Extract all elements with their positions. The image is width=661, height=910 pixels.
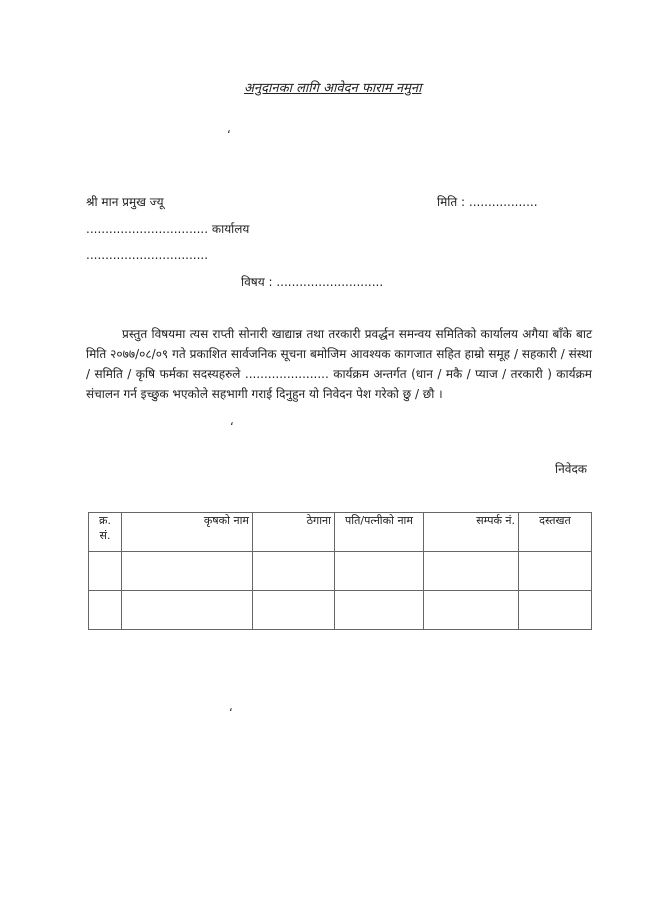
table-header-row [89, 513, 592, 552]
office-line: ................................ कार्यालय [86, 222, 250, 236]
table-cell[interactable] [89, 552, 122, 591]
table-cell[interactable] [122, 552, 253, 591]
table-cell[interactable] [519, 591, 592, 630]
header-contact: सम्पर्क नं. [424, 513, 519, 552]
stray-mark: ‘ [230, 420, 234, 434]
stray-mark: ‘ [229, 706, 233, 720]
applicant-label: निवेदक [555, 462, 588, 476]
table-cell[interactable] [253, 591, 335, 630]
table-cell[interactable] [253, 552, 335, 591]
header-serial: क्र. सं. [89, 513, 122, 552]
addressee-line: श्री मान प्रमुख ज्यू [86, 195, 164, 209]
header-address: ठेगाना [253, 513, 335, 552]
subject-line: विषय : ............................ [241, 275, 384, 289]
table-row [89, 552, 592, 591]
date-line: मिति : .................. [437, 195, 538, 209]
table-row [89, 591, 592, 630]
stray-mark: ‘ [227, 128, 231, 142]
header-signature: दस्तखत [519, 513, 592, 552]
address-line: ................................ [86, 248, 209, 262]
table-cell[interactable] [424, 591, 519, 630]
form-title: अनुदानका लागि आवेदन फाराम नमुना [244, 81, 422, 96]
table-cell[interactable] [424, 552, 519, 591]
table-cell[interactable] [519, 552, 592, 591]
application-paragraph: प्रस्तुत विषयमा त्यस राप्ती सोनारी खाद्यान्न तथा तरकारी प्रवर्द्धन समन्वय समितिको कार्यालय अगैया बाँके बाट मिति २०७७/०८/०९ गते प्रकाशित सार्वजनिक सूचना बमोजिम आवश्यक कागजात सहित हाम्रो समूह / सहकारी / संस्था / समिति / कृषि फर्मका सदस्यहरुले ...................... कार्यक्रम अन्तर्गत (धान / मकै / प्याज / तरकारी ) कार्यक्रम संचालन गर्न इच्छुक भएकोले सहभागी गराई दिनुहुन यो निवेदन पेश गरेको छु / छौ । [86, 327, 592, 401]
application-body [86, 324, 592, 404]
header-farmer-name: कृषको नाम [122, 513, 253, 552]
table-cell[interactable] [335, 552, 424, 591]
table-cell[interactable] [335, 591, 424, 630]
table-cell[interactable] [122, 591, 253, 630]
table-cell[interactable] [89, 591, 122, 630]
applicant-table [88, 512, 592, 630]
header-spouse-name: पति/पत्नीको नाम [335, 513, 424, 552]
